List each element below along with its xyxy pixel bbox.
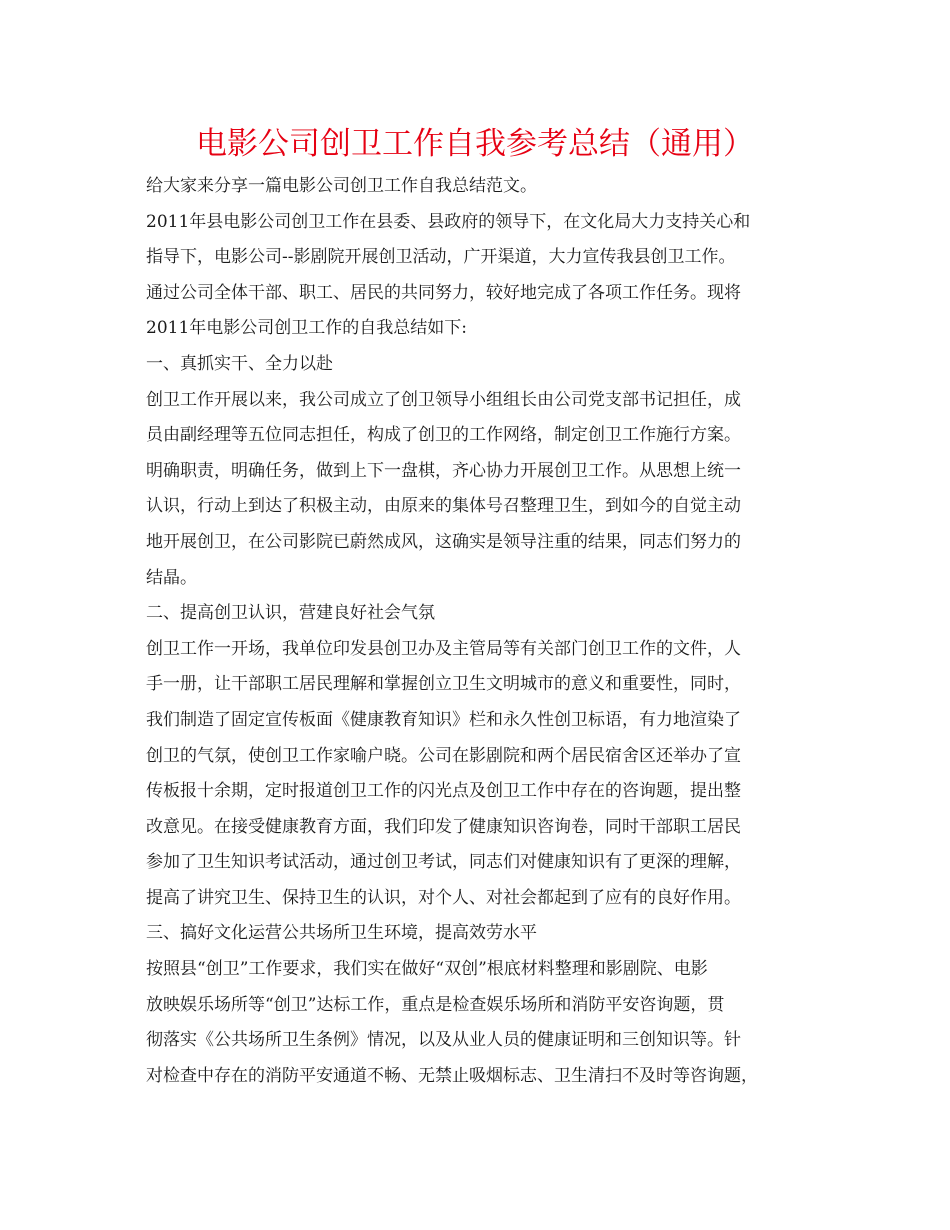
- text-line: 结晶。: [146, 567, 197, 588]
- text-line: 地开展创卫，在公司影院已蔚然成风，这确实是领导注重的结果，同志们努力的: [146, 531, 741, 552]
- text-line: 手一册，让干部职工居民理解和掌握创立卫生文明城市的意义和重要性，同时，: [146, 674, 741, 695]
- text-line: 创卫工作一开场，我单位印发县创卫办及主管局等有关部门创卫工作的文件，人: [146, 638, 741, 659]
- text-line: 一、真抓实干、全力以赴: [146, 353, 333, 374]
- document-title: 电影公司创卫工作自我参考总结（通用）: [196, 126, 754, 162]
- text-line: 创卫的气氛，使创卫工作家喻户晓。公司在影剧院和两个居民宿舍区还举办了宣: [146, 745, 741, 766]
- text-line: 明确职责，明确任务，做到上下一盘棋，齐心协力开展创卫工作。从思想上统一: [146, 460, 741, 481]
- text-line: 2011年县电影公司创卫工作在县委、县政府的领导下，在文化局大力支持关心和: [146, 211, 751, 232]
- text-line: 提高了讲究卫生、保持卫生的认识，对个人、对社会都起到了应有的良好作用。: [146, 887, 741, 908]
- text-line: 给大家来分享一篇电影公司创卫工作自我总结范文。: [146, 176, 537, 196]
- text-line: 员由副经理等五位同志担任，构成了创卫的工作网络，制定创卫工作施行方案。: [146, 425, 741, 446]
- text-line: 放映娱乐场所等“创卫”达标工作，重点是检查娱乐场所和消防平安咨询题，贯: [146, 994, 725, 1015]
- text-line: 2011年电影公司创卫工作的自我总结如下:: [146, 318, 467, 339]
- text-line: 二、提高创卫认识，营建良好社会气氛: [146, 603, 435, 624]
- text-line: 传板报十余期，定时报道创卫工作的闪光点及创卫工作中存在的咨询题，提出整: [146, 781, 741, 802]
- text-line: 三、搞好文化运营公共场所卫生环境，提高效劳水平: [146, 923, 537, 944]
- text-line: 认识，行动上到达了积极主动，由原来的集体号召整理卫生，到如今的自觉主动: [146, 496, 741, 517]
- text-line: 参加了卫生知识考试活动，通过创卫考试，同志们对健康知识有了更深的理解，: [146, 852, 741, 873]
- text-line: 对检查中存在的消防平安通道不畅、无禁止吸烟标志、卫生清扫不及时等咨询题，: [146, 1065, 758, 1086]
- text-line: 彻落实《公共场所卫生条例》情况，以及从业人员的健康证明和三创知识等。针: [146, 1030, 741, 1051]
- text-line: 按照县“创卫”工作要求，我们实在做好“双创”根底材料整理和影剧院、电影: [146, 959, 708, 980]
- text-line: 改意见。在接受健康教育方面，我们印发了健康知识咨询卷，同时干部职工居民: [146, 816, 741, 837]
- text-line: 我们制造了固定宣传板面《健康教育知识》栏和永久性创卫标语，有力地渲染了: [146, 709, 741, 730]
- text-line: 通过公司全体干部、职工、居民的共同努力，较好地完成了各项工作任务。现将: [146, 282, 741, 303]
- text-line: 创卫工作开展以来，我公司成立了创卫领导小组组长由公司党支部书记担任，成: [146, 389, 741, 410]
- text-line: 指导下，电影公司--影剧院开展创卫活动，广开渠道，大力宣传我县创卫工作。: [146, 247, 736, 268]
- document-body: [146, 169, 811, 1094]
